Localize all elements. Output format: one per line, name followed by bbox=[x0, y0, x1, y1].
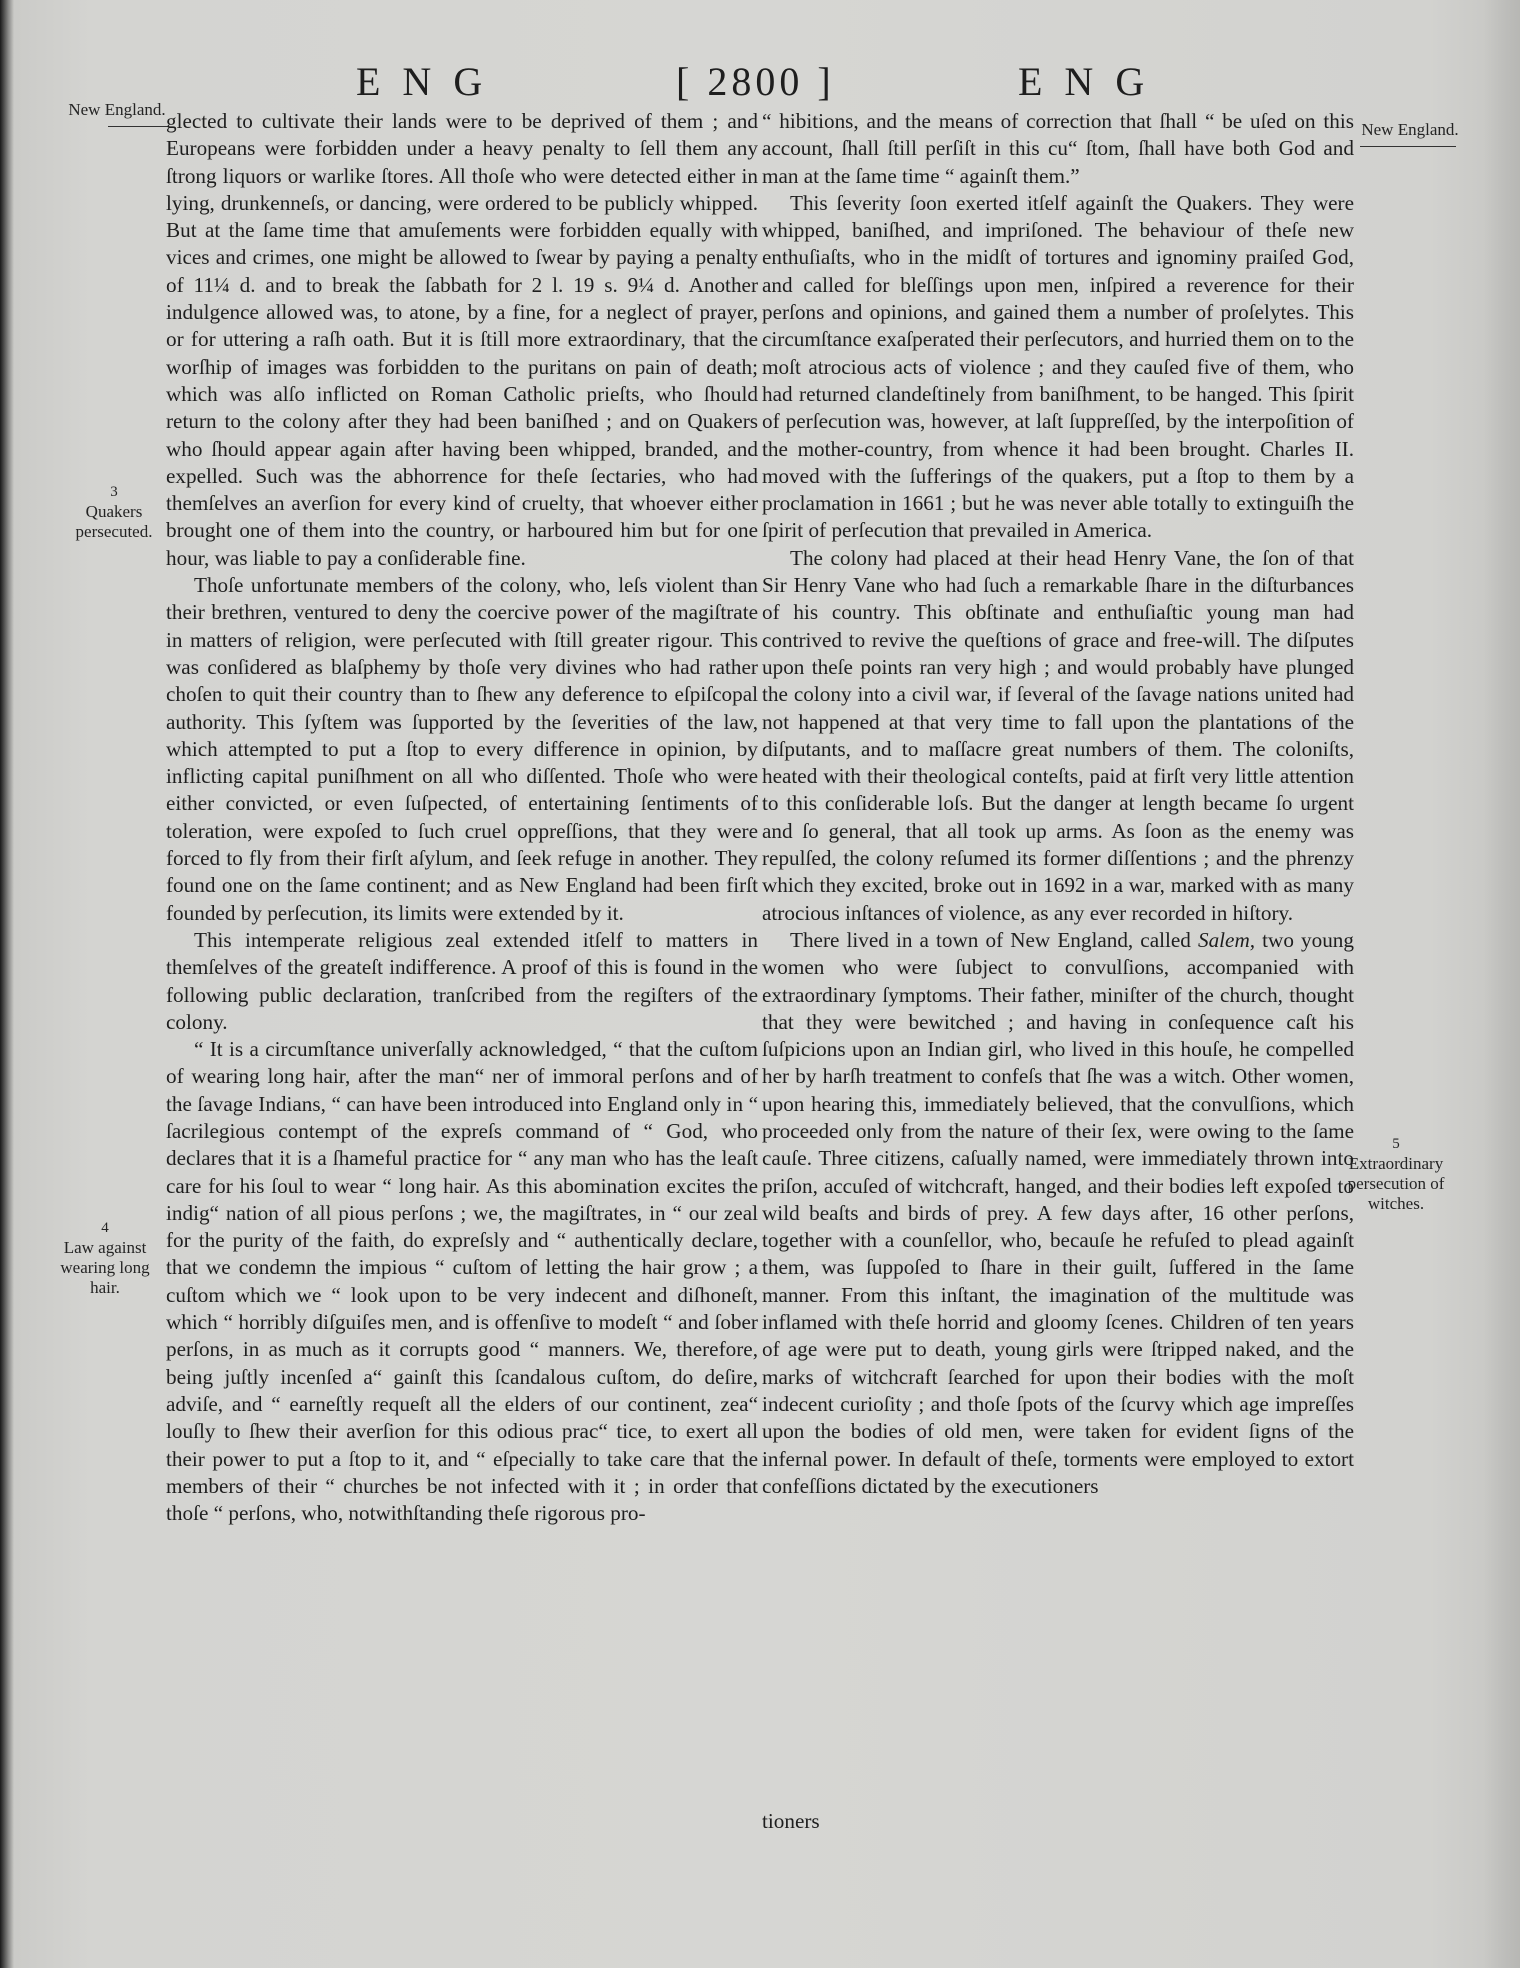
paragraph: This ſeverity ſoon exerted itſelf againſt the Quakers. They were whipped, baniſhed, and impriſoned. The behaviour of theſe new enthuſiaſts, who in the midſt of tortures and ignominy praiſed God, and called for bleſſings upon men, inſpired a reverence for their perſons and opinions, and gained them a number of proſelytes. This circumſtance exaſperated their perſecutors, and hurried them on to the moſt atrocious acts of violence ; and they cauſed five of them, who had returned clandeſtinely from baniſhment, to be hanged. This ſpirit of perſecution was, however, at laſt ſuppreſſed, by the interpoſition of the mother-country, from whence it had been brought. Charles II. moved with the ſufferings of the quakers, put a ſtop to them by a proclamation in 1661 ; but he was never able totally to extinguiſh the ſpirit of perſecution that prevailed in America. bbox=[762, 190, 1354, 543]
header-left-word: ENG bbox=[356, 59, 505, 104]
side-note-rule bbox=[1360, 146, 1456, 147]
side-note-quakers: 3 Quakers persecuted. bbox=[75, 484, 153, 541]
paragraph: There lived in a town of New England, called Salem, two young women who were ſubject to convulſions, accompanied with extraordinary ſymptoms. Their father, miniſter of the church, thought that they were bewitched ; and having in conſequence caſt his ſuſpicions upon an Indian girl, who lived in this houſe, he compelled her by harſh treatment to confeſs that ſhe was a witch. Other women, upon hearing this, immediately believed, that the convulſions, which proceeded only from the nature of their ſex, were owing to the ſame cauſe. Three citizens, caſually named, were immediately thrown into priſon, accuſed of witchcraft, hanged, and their bodies left expoſed to wild beaſts and birds of prey. A few days after, 16 other perſons, together with a counſellor, who, becauſe he refuſed to plead againſt them, was ſuppoſed to ſhare in their guilt, ſuffered in the ſame manner. From this inſtant, the imagination of the multitude was inflamed with theſe horrid and gloomy ſcenes. Children of ten years of age were put to death, young girls were ſtripped naked, and the marks of witchcraft ſearched for upon their bodies with the moſt indecent curioſity ; and thoſe ſpots of the ſcurvy which age impreſſes upon the bodies of old men, were taken for evident ſigns of the infernal power. In default of theſe, torments were employed to extort confeſſions dictated by the executioners bbox=[762, 927, 1354, 1498]
catchword: tioners bbox=[762, 1809, 820, 1833]
page-number: [ 2800 ] bbox=[676, 59, 835, 104]
quoted-declaration-end: “ hibitions, and the means of correction that ſhall “ be uſed on this account, ſhall ſtill perſiſt in this cu“ ſtom, ſhall have both God and man at the ſame time “ againſt them.” bbox=[762, 109, 1354, 188]
running-header bbox=[0, 58, 1520, 108]
right-column bbox=[762, 108, 1354, 1500]
quoted-declaration: “ It is a circumſtance univerſally acknowledged, “ that the cuſtom of wearing long hair, after the man“ ner of immoral perſons and of the ſavage Indians, “ can have been introduced into England only in “ ſacrilegious contempt of the expreſs command of “ God, who declares that it is a ſhameful practice for “ any man who has the leaſt care for his ſoul to wear “ long hair. As this abomination excites the indig“ nation of all pious perſons ; we, the magiſtrates, in “ our zeal for the purity of the faith, do expreſsly and “ authentically declare, that we condemn the impious “ cuſtom of letting the hair grow ; a cuſtom which we “ look upon to be very indecent and diſhoneſt, which “ horribly diſguiſes men, and is offenſive to modeſt “ and ſober perſons, in as much as it corrupts good “ manners. We, therefore, being juſtly incenſed a“ gainſt this ſcandalous cuſtom, do deſire, adviſe, and “ earneſtly requeſt all the elders of our continent, zea“ louſly to ſhew their averſion for this odious prac“ tice, to exert all their power to put a ſtop to it, and “ eſpecially to take care that the members of their “ churches be not infected with it ; in order that thoſe “ perſons, who, notwithſtanding theſe rigorous pro- bbox=[166, 1037, 758, 1526]
side-note-new-england-right: New England. bbox=[1360, 120, 1460, 147]
left-column bbox=[166, 108, 758, 1527]
paragraph: The colony had placed at their head Henry Vane, the ſon of that Sir Henry Vane who had ſuch a remarkable ſhare in the diſturbances of his country. This obſtinate and enthuſiaſtic young man had contrived to revive the queſtions of grace and free-will. The diſputes upon theſe points ran very high ; and would probably have plunged the colony into a civil war, if ſeveral of the ſavage nations united had not happened at that very time to fall upon the plantations of the diſputants, and to maſſacre great numbers of them. The coloniſts, heated with their theological conteſts, paid at firſt very little attention to this conſiderable loſs. But the danger at length became ſo urgent and ſo general, that all took up arms. As ſoon as the enemy was repulſed, the colony reſumed its former diſſentions ; and the phrenzy which they excited, broke out in 1692 in a war, marked with as many atrocious inſtances of violence, as any ever recorded in hiſtory. bbox=[762, 545, 1354, 925]
header-right-word: ENG bbox=[1018, 59, 1167, 104]
paragraph: This intemperate religious zeal extended itſelf to matters in themſelves of the greateſt indifference. A proof of this is found in the following public declaration, tranſcribed from the regiſters of the colony. bbox=[166, 927, 758, 1034]
paragraph: Thoſe unfortunate members of the colony, who, leſs violent than their brethren, ventured to deny the coercive power of the magiſtrate in matters of religion, were perſecuted with ſtill greater rigour. This was conſidered as blaſphemy by thoſe very divines who had rather choſen to quit their country than to ſhew any deference to eſpiſcopal authority. This ſyſtem was ſupported by the ſeverities of the law, which attempted to put a ſtop to every difference in opinion, by inflicting capital puniſhment on all who diſſented. Thoſe who were either convicted, or even ſuſpected, of entertaining ſentiments of toleration, were expoſed to ſuch cruel oppreſſions, that they were forced to fly from their firſt aſylum, and ſeek refuge in another. They found one on the ſame continent; and as New England had been firſt founded by perſecution, its limits were extended by it. bbox=[166, 573, 758, 925]
side-note-new-england-left: New England. bbox=[68, 100, 166, 127]
side-note-witches: 5 Extraordinary persecution of witches. bbox=[1347, 1136, 1445, 1213]
side-note-rule bbox=[108, 126, 168, 127]
paragraph: glected to cultivate their lands were to be deprived of them ; and Europeans were forbidden under a heavy penalty to ſell them any ſtrong liquors or warlike ſtores. All thoſe who were detected either in lying, drunkenneſs, or dancing, were ordered to be publicly whipped. But at the ſame time that amuſements were forbidden equally with vices and crimes, one might be allowed to ſwear by paying a penalty of 11¼ d. and to break the ſabbath for 2 l. 19 s. 9¼ d. Another indulgence allowed was, to atone, by a fine, for a neglect of prayer, or for uttering a raſh oath. But it is ſtill more extraordinary, that the worſhip of images was forbidden to the puritans on pain of death; which was alſo inflicted on Roman Catholic prieſts, who ſhould return to the colony after they had been baniſhed ; and on Quakers who ſhould appear again after having been whipped, branded, and expelled. Such was the abhorrence for theſe ſectaries, who had themſelves an averſion for every kind of cruelty, that whoever either brought one of them into the country, or harboured him but for one hour, was liable to pay a conſiderable fine. bbox=[166, 109, 758, 570]
place-name-salem: Salem, bbox=[1197, 927, 1256, 952]
side-note-law-hair: 4 Law against wearing long hair. bbox=[60, 1220, 150, 1297]
